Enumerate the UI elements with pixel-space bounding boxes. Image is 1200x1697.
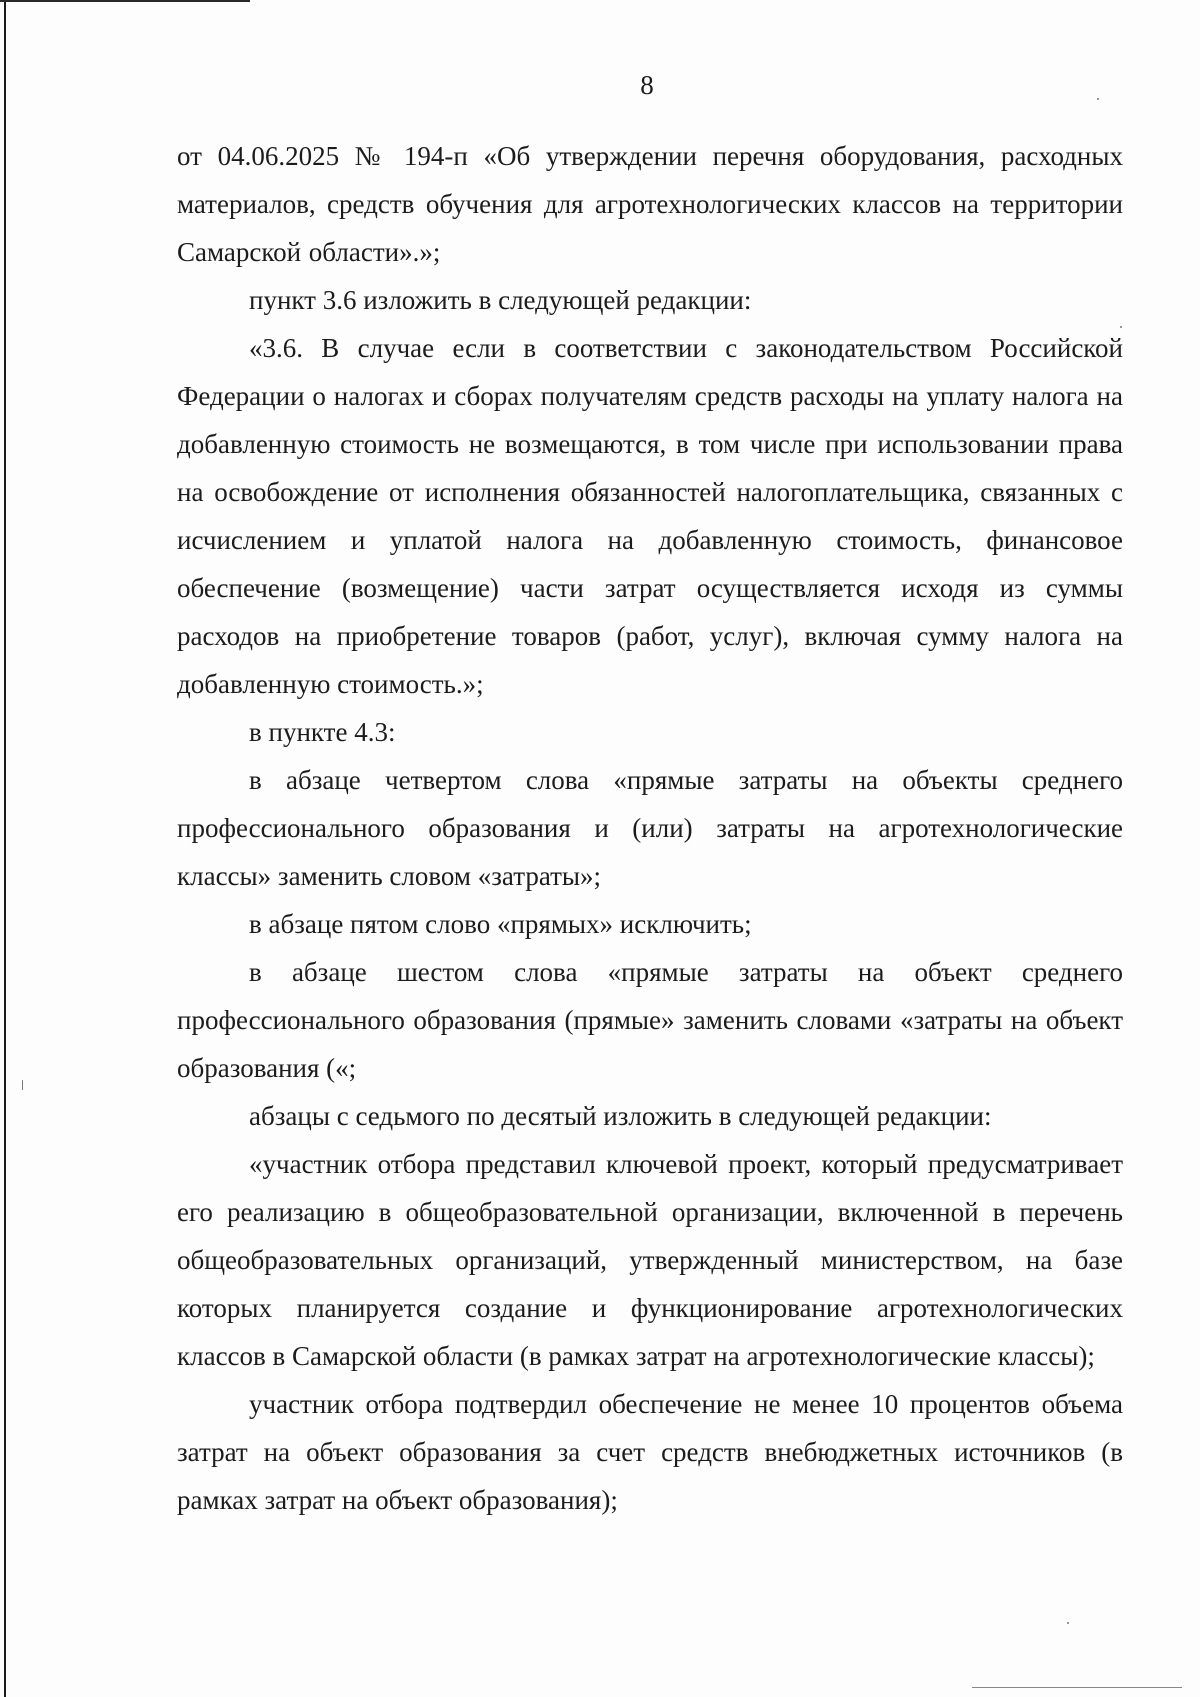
paragraph-3: «3.6. В случае если в соответствии с законодательством Российской Федерации о налогах и сборах получателям средств расходы на уплату налога на добавленную стоимость не возмещаются, в том числе при использовании права на освобождение от исполнения обязанностей налогоплательщика, связанных с исчислением и уплатой налога на добавленную стоимость, финансовое обеспечение (возмещение) части затрат осуществляется исходя из суммы расходов на приобретение товаров (работ, услуг), включая сумму налога на добавленную стоимость.»; bbox=[177, 333, 1123, 699]
document-body bbox=[177, 132, 1123, 1524]
paragraph-6: в абзаце пятом слово «прямых» исключить; bbox=[249, 909, 752, 939]
paragraph-10: участник отбора подтвердил обеспечение не менее 10 процентов объема затрат на объект образования за счет средств внебюджетных источников (в рамках затрат на объект образования); bbox=[177, 1389, 1123, 1515]
paragraph-8: абзацы с седьмого по десятый изложить в следующей редакции: bbox=[249, 1101, 992, 1131]
paragraph-2: пункт 3.6 изложить в следующей редакции: bbox=[249, 285, 752, 315]
page-number: 8 bbox=[640, 70, 654, 100]
paragraph-1: от 04.06.2025 № 194-п «Об утверждении перечня оборудования, расходных материалов, средств обучения для агротехнологических классов на территории Самарской области».»; bbox=[177, 141, 1123, 267]
scan-speck bbox=[1067, 1622, 1069, 1624]
paragraph-7: в абзаце шестом слова «прямые затраты на объект среднего профессионального образования (прямые» заменить словами «затраты на объект образования («; bbox=[177, 957, 1123, 1083]
scan-left-edge bbox=[4, 0, 6, 1697]
paragraph-5: в абзаце четвертом слова «прямые затраты на объекты среднего профессионального образования и (или) затраты на агротехнологические классы» заменить словом «затраты»; bbox=[177, 765, 1123, 891]
paragraph-9: «участник отбора представил ключевой проект, который предусматривает его реализацию в общеобразовательной организации, включенной в перечень общеобразовательных организаций, утвержденный министерством, на базе которых планируется создание и функционирование агротехнологических классов в Самарской области (в рамках затрат на агротехнологические классы); bbox=[177, 1149, 1123, 1371]
paragraph-4: в пункте 4.3: bbox=[249, 717, 396, 747]
scan-speck bbox=[22, 1080, 23, 1090]
scan-top-edge bbox=[0, 0, 250, 2]
scan-bottom-edge bbox=[972, 1687, 1182, 1688]
